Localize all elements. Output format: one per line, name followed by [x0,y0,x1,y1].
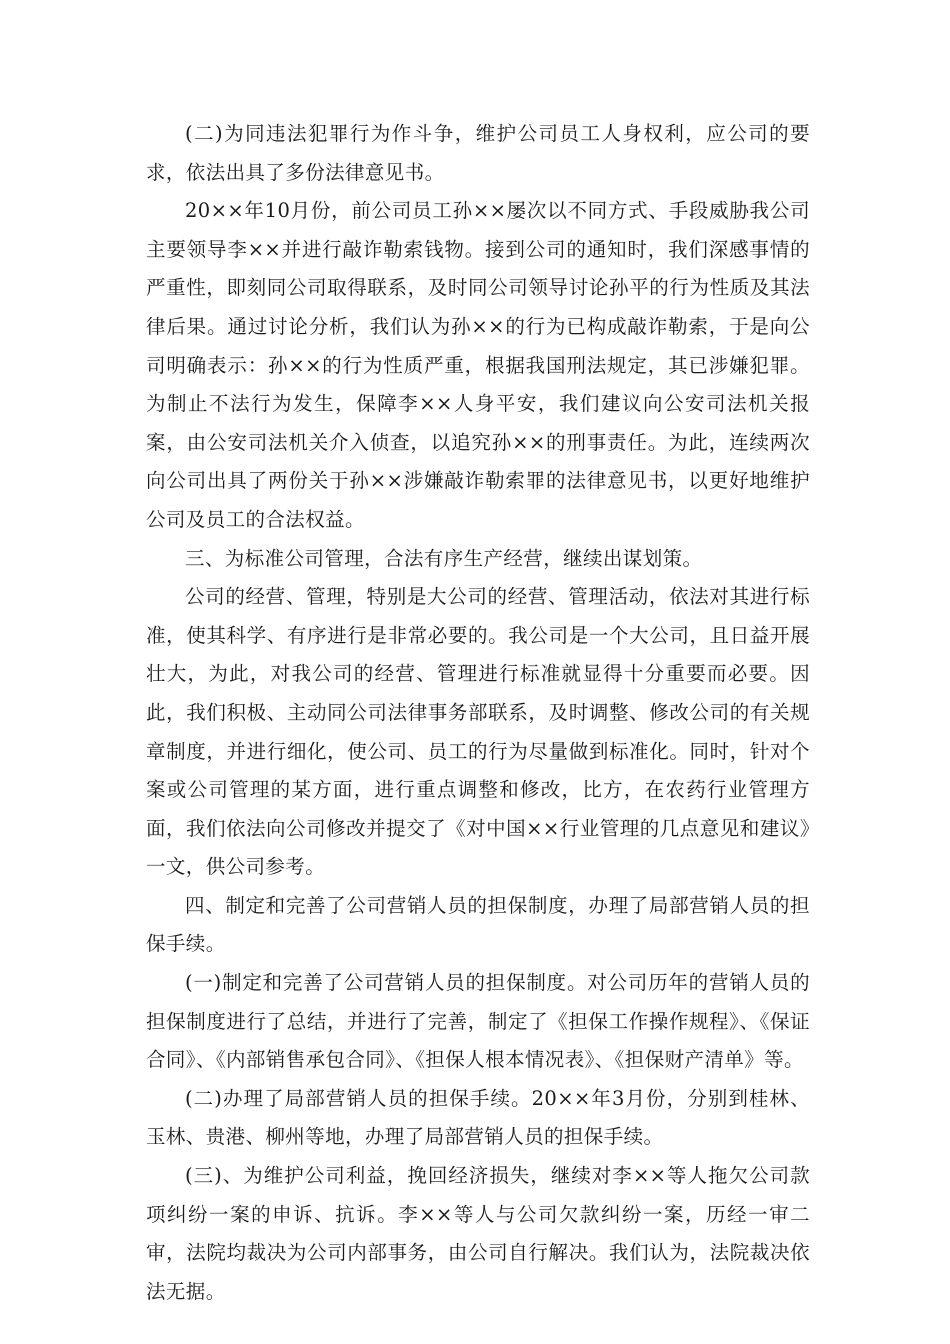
paragraph-legal-opinions: (二)为同违法犯罪行为作斗争，维护公司员工人身权利，应公司的要求，依法出具了多份法律意见书。 [146,122,810,184]
paragraph-guarantee-system: (一)制定和完善了公司营销人员的担保制度。对公司历年的营销人员的担保制度进行了总结，并进行了完善，制定了《担保工作操作规程》、《保证合同》、《内部销售承包合同》、《担保人根本情况表》、《担保财产清单》等。 [146,971,810,1072]
section-heading-4: 四、制定和完善了公司营销人员的担保制度，办理了局部营销人员的担保手续。 [146,893,810,956]
document-body [146,115,810,1311]
paragraph-debt-dispute: (三)、为维护公司利益，挽回经济损失，继续对李××等人拖欠公司款项纠纷一案的申诉、抗诉。李××等人与公司欠款纠纷一案，历经一审二审，法院均裁决为公司内部事务，由公司自行解决。我们认为，法院裁决依法无据。 [146,1164,810,1303]
paragraph-extortion-case: 20××年10月份，前公司员工孙××屡次以不同方式、手段威胁我公司主要领导李××并进行敲诈勒索钱物。接到公司的通知时，我们深感事情的严重性，即刻同公司取得联系，及时同公司领导讨论孙平的行为性质及其法律后果。通过讨论分析，我们认为孙××的行为已构成敲诈勒索，于是向公司明确表示：孙××的行为性质严重，根据我国刑法规定，其已涉嫌犯罪。为制止不法行为发生，保障李××人身平安，我们建议向公安司法机关报案，由公安司法机关介入侦查，以追究孙××的刑事责任。为此，连续两次向公司出具了两份关于孙××涉嫌敲诈勒索罪的法律意见书，以更好地维护公司及员工的合法权益。 [146,199,810,531]
paragraph-management-standards: 公司的经营、管理，特别是大公司的经营、管理活动，依法对其进行标准，使其科学、有序进行是非常必要的。我公司是一个大公司，且日益开展壮大，为此，对我公司的经营、管理进行标准就显得十分重要而必要。因此，我们积极、主动同公司法律事务部联系，及时调整、修改公司的有关规章制度，并进行细化，使公司、员工的行为尽量做到标准化。同时，针对个案或公司管理的某方面，进行重点调整和修改，比方，在农药行业管理方面，我们依法向公司修改并提交了《对中国××行业管理的几点意见和建议》一文，供公司参考。 [146,585,810,879]
section-heading-3: 三、为标准公司管理，合法有序生产经营，继续出谋划策。 [185,546,703,570]
paragraph-guarantee-procedures: (二)办理了局部营销人员的担保手续。20××年3月份，分别到桂林、玉林、贵港、柳州等地，办理了局部营销人员的担保手续。 [146,1086,810,1149]
